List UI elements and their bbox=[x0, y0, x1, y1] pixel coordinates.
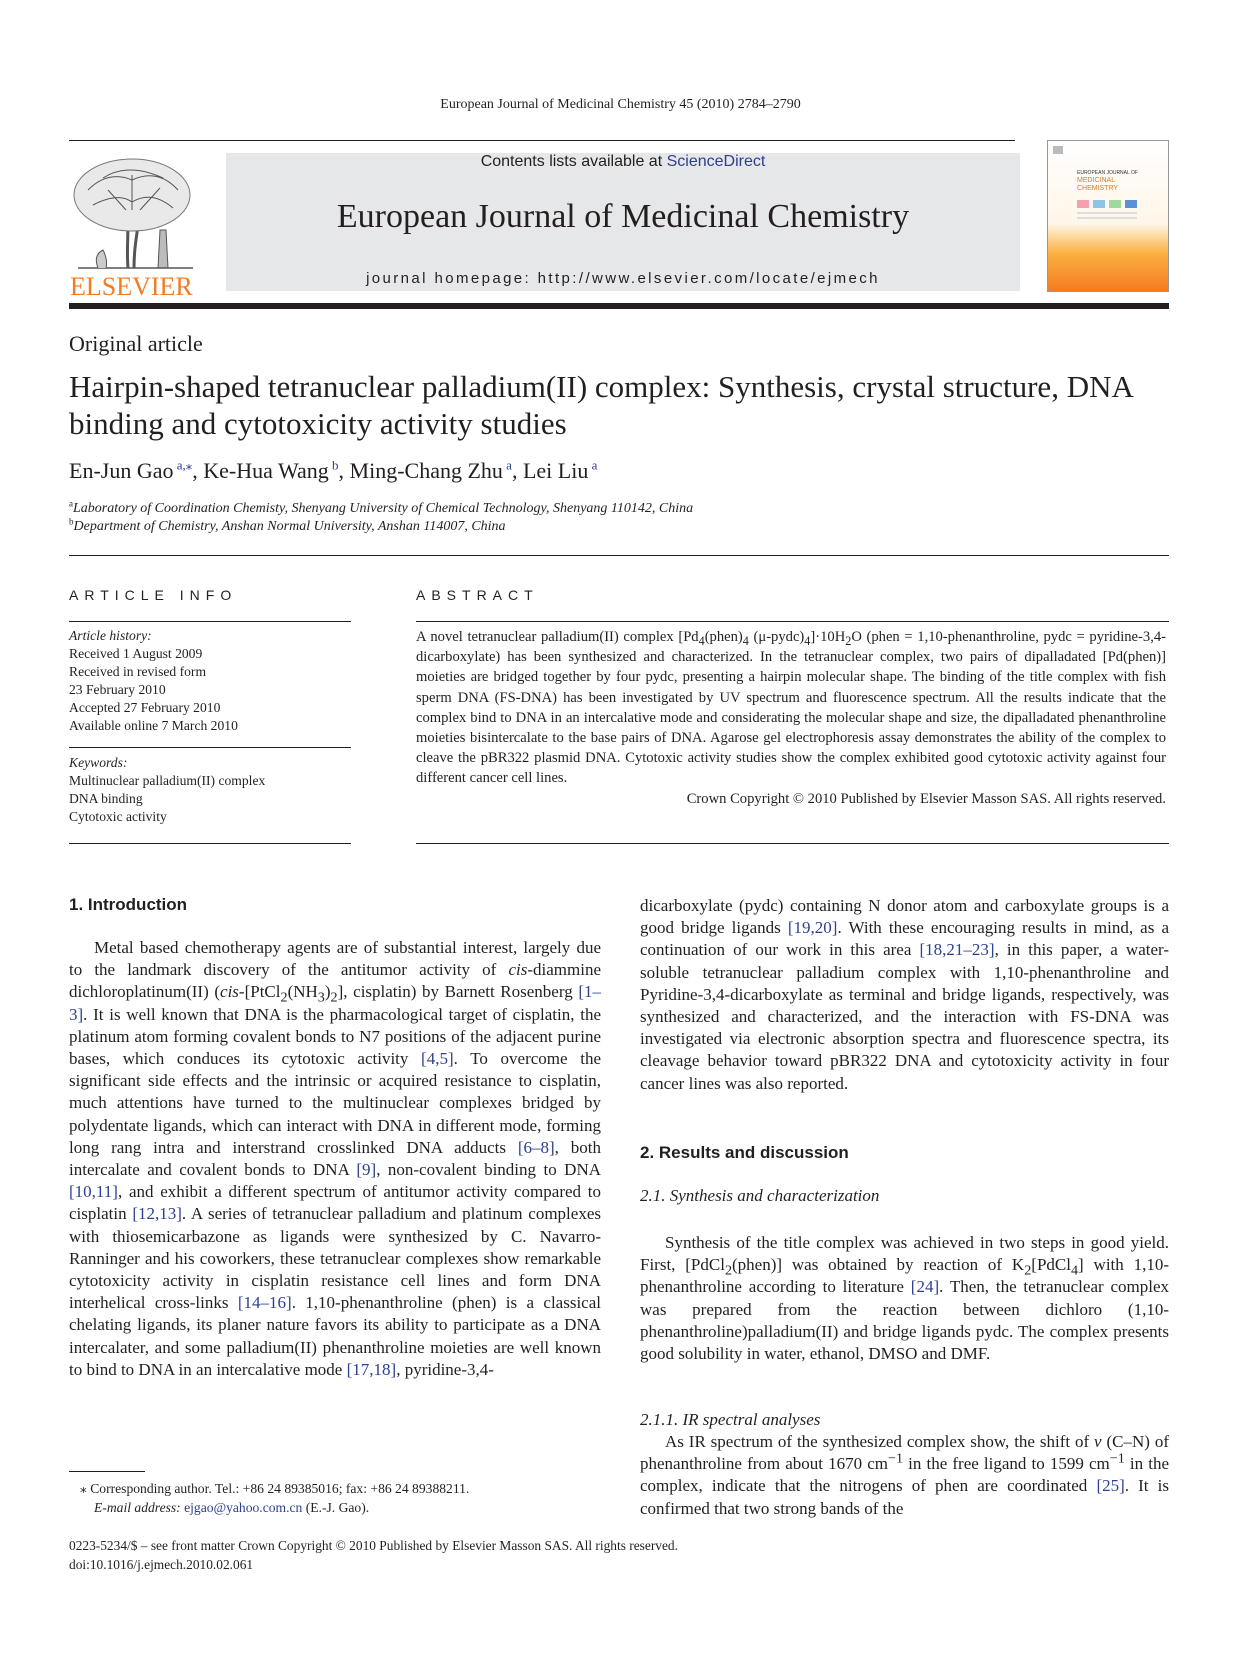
svg-text:MEDICINAL: MEDICINAL bbox=[1077, 177, 1116, 184]
divider bbox=[416, 843, 1169, 844]
footnote-contact: Corresponding author. Tel.: +86 24 89385016; fax: +86 24 89388211. bbox=[90, 1481, 470, 1496]
affiliation-a: $^a$Laboratory of Coordination Chemisty, Shenyang University of Chemical Technology, Shenyang 110142, China bbox=[69, 498, 694, 516]
section-heading-results: 2. Results and discussion bbox=[640, 1143, 849, 1162]
svg-text:ELSEVIER: ELSEVIER bbox=[70, 272, 193, 300]
svg-text:CHEMISTRY: CHEMISTRY bbox=[1077, 185, 1119, 192]
history-item: Received in revised form bbox=[69, 664, 207, 679]
corresponding-marker[interactable]: ⁎ bbox=[185, 457, 193, 473]
abstract-body bbox=[416, 627, 1166, 809]
citation-link[interactable]: [12,13] bbox=[132, 1204, 182, 1224]
affiliation-marker[interactable]: a, bbox=[176, 457, 186, 473]
contents-prefix: Contents lists available at bbox=[480, 153, 663, 170]
citation-link[interactable]: [10,11] bbox=[69, 1182, 118, 1202]
subsection-heading-synthesis: 2.1. Synthesis and characterization bbox=[640, 1186, 880, 1205]
divider bbox=[69, 747, 351, 748]
citation-link[interactable]: [18,21–23] bbox=[919, 940, 995, 960]
citation-link[interactable]: [25] bbox=[1096, 1476, 1125, 1496]
issn-line: 0223-5234/$ – see front matter Crown Copyright © 2010 Published by Elsevier Masson SAS. All rights reserved. bbox=[69, 1538, 678, 1553]
email-label: E-mail address: bbox=[94, 1500, 181, 1515]
affiliation-marker[interactable]: b bbox=[332, 457, 339, 473]
email-link[interactable]: ejgao@yahoo.com.cn bbox=[184, 1500, 303, 1515]
journal-homepage[interactable]: journal homepage: http://www.elsevier.com/locate/ejmech bbox=[366, 270, 880, 287]
abstract-heading: ABSTRACT bbox=[416, 587, 539, 603]
affiliation-marker[interactable]: a bbox=[591, 457, 598, 473]
citation-link[interactable]: [1–3] bbox=[69, 982, 602, 1024]
divider bbox=[69, 621, 351, 622]
divider bbox=[69, 843, 351, 844]
journal-cover-image bbox=[1047, 140, 1169, 292]
affiliation-marker[interactable]: a bbox=[506, 457, 512, 473]
header-thick-rule bbox=[69, 303, 1169, 309]
front-matter bbox=[69, 1536, 678, 1574]
introduction-paragraph: Metal based chemotherapy agents are of substantial interest, largely due to the landmark discovery of the antitumor activity of cis-diammine dichloroplatinum(II) ($cis-[PtCl_2(NH_3)_2]$, cisplatin) by Barnett Rosenberg [1–3]. It is well known that DNA is the pharmacological target of cisplatin, the platinum atom forming covalent bonds to N7 positions of the adjacent purine bases, which conduces its cytotoxic activity [4,5]. To overcome the significant side effects and the intrinsic or acquired resistance to cisplatin, much attentions have turned to the multinuclear complexes bridged by polydentate ligands, which can interact with DNA in different mode, forming long rang intra and interstrand crosslinked DNA adducts [6–8], both intercalate and covalent bonds to DNA [9], non-covalent binding to DNA [10,11], and exhibit a different spectrum of antitumor activity compared to cisplatin [12,13]. A series of tetranuclear palladium and platinum complexes with thiosemicarbazone as ligands were synthesized by C. Navarro-Ranninger and his coworkers, these tetranuclear complexes show remarkable cytotoxicity activity in cisplatin resistance cell lines and form DNA interhelical cross-links [14–16]. 1,10-phenanthroline (phen) is a classical chelating ligands, its planer nature favors its ability to participate as a DNA intercalater, and some palladium(II) phenanthroline moieties are well known to bind to DNA in an intercalative mode [17,18], pyridine-3,4- bbox=[69, 938, 602, 1379]
citation-link[interactable]: [19,20] bbox=[787, 918, 838, 938]
ir-paragraph: As IR spectrum of the synthesized complex show, the shift of ν (C–N) of phenanthroline from about 1670 $cm^{-1}$ in the free ligand to 1599 $cm^{-1}$ in the complex, indicate that the nitrogens of phen are coordinated [25]. It is confirmed that two strong bands of the bbox=[640, 1432, 1169, 1518]
citation-link[interactable]: [4,5] bbox=[421, 1049, 454, 1069]
subsection-heading-ir: 2.1.1. IR spectral analyses bbox=[640, 1410, 821, 1429]
history-item: Accepted 27 February 2010 bbox=[69, 700, 221, 715]
sciencedirect-link[interactable]: ScienceDirect bbox=[666, 153, 766, 170]
citation-link[interactable]: [6–8] bbox=[517, 1137, 555, 1157]
divider bbox=[69, 555, 1169, 556]
footnote-rule bbox=[69, 1471, 145, 1472]
citation-link[interactable]: [17,18] bbox=[346, 1359, 397, 1379]
article-info bbox=[69, 627, 351, 826]
elsevier-tree-icon bbox=[68, 150, 198, 300]
synthesis-paragraph: Synthesis of the title complex was achieved in two steps in good yield. First, [PdCl$_2$(phen)] was obtained by reaction of $K_2[PdCl_4]$ with 1,10-phenanthroline according to literature [24]. Then, the tetranuclear complex was prepared from the reaction between dichloro (1,10-phenanthroline)palladium(II) and bridge ligands pydc. The complex presents good solubility in water, ethanol, DMSO and DMF. bbox=[640, 1233, 1170, 1364]
citation-link[interactable]: [9] bbox=[356, 1160, 377, 1180]
divider bbox=[416, 621, 1169, 622]
history-item: Available online 7 March 2010 bbox=[69, 718, 238, 733]
elsevier-logo bbox=[68, 150, 198, 300]
affiliation-b: $^b$Department of Chemistry, Anshan Normal University, Anshan 114007, China bbox=[69, 516, 506, 534]
svg-text:EUROPEAN JOURNAL OF: EUROPEAN JOURNAL OF bbox=[1077, 170, 1138, 176]
history-item: Received 1 August 2009 bbox=[69, 646, 203, 661]
abstract-copyright: Crown Copyright © 2010 Published by Elsevier Masson SAS. All rights reserved. bbox=[686, 790, 1166, 807]
abstract-text: A novel tetranuclear palladium(II) complex [$Pd_4(phen)_4$ $(\mu-pydc)_4]\cdot 10H_2O$ (phen = 1,10-phenanthroline, pydc = pyridine-3,4-dicarboxylate) has been synthesized and characterized. In the tetranuclear complex, two pairs of dipalladated [Pd(phen)] moieties are bridged together by four pydc, presenting a hairpin molecular shape. The binding of the title complex with fish sperm DNA (FS-DNA) has been investigated by UV spectrum and fluorescence spectrum. All the results indicate that the complex bind to DNA in an intercalative mode and considerating the molecular shape and size, the dipalladated phenanthroline moieties bisintercalate to the base pairs of DNA. Agarose gel electrophoresis assay demonstrates the ability of the complex to cleave the pBR322 plasmid DNA. Cytotoxic activity studies show the complex exhibited good cytotoxic activity against four different cancer cell lines. bbox=[416, 629, 1166, 787]
footnote-marker: ⁎ bbox=[80, 1481, 87, 1496]
contents-line bbox=[226, 153, 1020, 171]
keyword: Multinuclear palladium(II) complex bbox=[69, 773, 266, 788]
author-name: En-Jun Gao bbox=[69, 458, 174, 483]
author-name: Ming-Chang Zhu bbox=[349, 458, 503, 483]
citation-link[interactable]: [14–16] bbox=[237, 1293, 292, 1313]
keyword: Cytotoxic activity bbox=[69, 809, 167, 824]
article-type: Original article bbox=[69, 331, 203, 356]
author-name: Lei Liu bbox=[522, 458, 589, 483]
header-top-rule bbox=[69, 140, 1015, 141]
author-name: Ke-Hua Wang bbox=[203, 458, 329, 483]
keywords-label: Keywords: bbox=[69, 755, 128, 770]
journal-citation: European Journal of Medicinal Chemistry 45 (2010) 2784–2790 bbox=[440, 97, 801, 112]
author-list: En-Jun Gao $^{a,⁎}$, Ke-Hua Wang $^b$, Ming-Chang Zhu $^a$, Lei Liu $^a$ bbox=[69, 457, 598, 483]
section-heading-introduction: 1. Introduction bbox=[69, 895, 188, 914]
history-item: 23 February 2010 bbox=[69, 682, 166, 697]
article-info-heading: ARTICLE INFO bbox=[69, 587, 238, 603]
introduction-paragraph-continued: dicarboxylate (pydc) containing N donor atom and carboxylate groups is a good bridge ligands [19,20]. With these encouraging results in mind, as a continuation of our work in this area [18,21–23], in this paper, a water-soluble tetranuclear palladium complex with 1,10-phenanthroline and Pyridine-3,4-dicarboxylate as terminal and bridge ligands, respectively, was synthesized and characterized, and the interaction with FS-DNA was investigated via electronic absorption spectra and fluorescence spectra, its cleavage behavior toward pBR322 DNA and cytotoxicity activity in four cancer lines was also reported. bbox=[640, 896, 1169, 1093]
history-label: Article history: bbox=[69, 628, 152, 643]
journal-title: European Journal of Medicinal Chemistry bbox=[336, 198, 910, 235]
article-title: Hairpin-shaped tetranuclear palladium(II) complex: Synthesis, crystal structure, DNA binding and cytotoxicity activity studies bbox=[69, 369, 1133, 441]
doi-line: doi:10.1016/j.ejmech.2010.02.061 bbox=[69, 1557, 254, 1572]
footnote: ⁎ Corresponding author. Tel.: +86 24 89385016; fax: +86 24 89388211. E-mail address: ejgao@yahoo.com.cn (E.-J. Gao). bbox=[80, 1481, 470, 1515]
keyword: DNA binding bbox=[69, 791, 143, 806]
citation-link[interactable]: [24] bbox=[910, 1277, 940, 1297]
